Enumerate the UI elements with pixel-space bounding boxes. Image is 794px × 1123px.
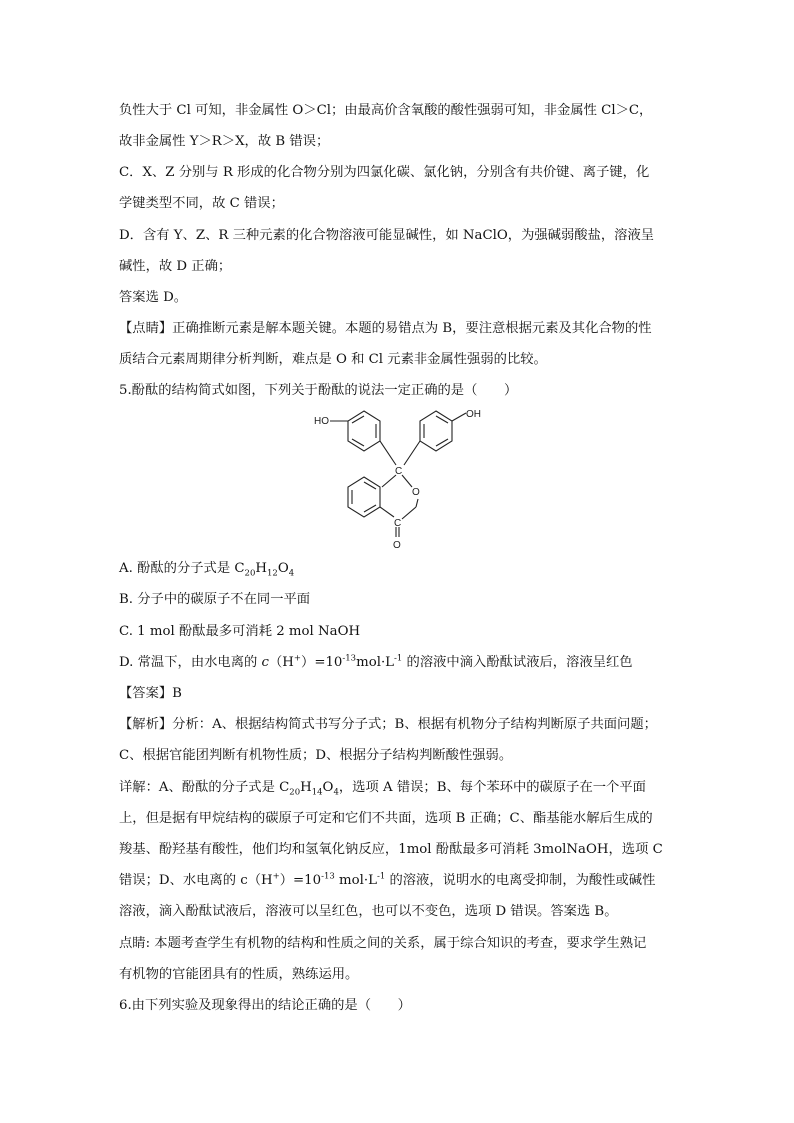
structure-label-o: O <box>412 487 420 498</box>
text-line: 学键类型不同，故 C 错误； <box>119 196 284 211</box>
detail-line: 详解：A、酚酞的分子式是 $C_{20}H_{14}O_4$，选项 A 错误；B、每个苯环中的碳原子在一个平面 <box>119 780 646 798</box>
text-line: 碱性，故 D 正确； <box>119 259 232 274</box>
structure-label-c-carbonyl: C <box>394 518 402 529</box>
text-line: D．含有 Y、Z、R 三种元素的化合物溶液可能显碱性，如 NaClO，为强碱弱酸盐，溶液呈 <box>119 228 655 243</box>
answer-line: 【答案】B <box>119 686 182 701</box>
structure-label-ho: HO <box>314 416 329 427</box>
text-line: 故非金属性 Y＞R＞X，故 B 错误； <box>119 134 330 149</box>
phenolphthalein-structure <box>300 405 500 555</box>
detail-line: 溶液，滴入酚酞试液后，溶液可以呈红色，也可以不变色，选项 D 错误。答案选 B。 <box>119 904 618 919</box>
highlight-note: 【点睛】正确推断元素是解本题关键。本题的易错点为 B，要注意根据元素及其化合物的性 <box>119 321 652 336</box>
note-line: 有机物的官能团具有的性质，熟练运用。 <box>119 967 359 982</box>
analysis-line: C、根据官能团判断有机物性质；D、根据分子结构判断酸性强弱。 <box>119 748 513 763</box>
text-line: C．X、Z 分别与 R 形成的化合物分别为四氯化碳、氯化钠，分别含有共价键、离子键，化 <box>119 165 650 180</box>
option-c: C. 1 mol 酚酞最多可消耗 2 mol NaOH <box>119 624 361 639</box>
structure-label-oh: OH <box>466 409 481 420</box>
option-b: B. 分子中的碳原子不在同一平面 <box>119 592 311 607</box>
detail-line: 上，但是据有甲烷结构的碳原子可定和它们不共面，选项 B 正确；C、酯基能水解后生成的 <box>119 811 653 826</box>
text-line: 质结合元素周期律分析判断，难点是 O 和 Cl 元素非金属性强弱的比较。 <box>119 352 547 367</box>
option-d: D. 常温下，由水电离的 $c(H^+)=10^{-13}mol\cdot L^{-1}$ 的溶液中滴入酚酞试液后，溶液呈红色 <box>119 653 633 670</box>
option-a: A. 酚酞的分子式是 $C_{20}H_{12}O_4$ <box>119 561 295 579</box>
detail-line: 错误；D、水电离的 $c(H^+)=10^{-13}$ $mol\cdot L^{-1}$ 的溶液，说明水的电离受抑制，为酸性或碱性 <box>119 871 656 888</box>
text-line: 答案选 D。 <box>119 290 188 305</box>
question-6: 6.由下列实验及现象得出的结论正确的是（ ） <box>119 998 411 1013</box>
detail-line: 羧基、酚羟基有酸性，他们均和氢氧化钠反应，1mol 酚酞最多可消耗 3molNaOH，选项 C <box>119 842 663 857</box>
question-5: 5.酚酞的结构简式如图，下列关于酚酞的说法一定正确的是（ ） <box>119 383 518 398</box>
text-line: 负性大于 Cl 可知，非金属性 O＞Cl；由最高价含氧酸的酸性强弱可知，非金属性 Cl＞C， <box>119 103 653 118</box>
note-line: 点睛: 本题考查学生有机物的结构和性质之间的关系，属于综合知识的考查，要求学生熟记 <box>119 936 647 951</box>
structure-label-o-carbonyl: O <box>393 540 401 551</box>
structure-label-c: C <box>395 466 403 477</box>
analysis-line: 【解析】分析：A、根据结构简式书写分子式；B、根据有机物分子结构判断原子共面问题； <box>119 717 657 732</box>
